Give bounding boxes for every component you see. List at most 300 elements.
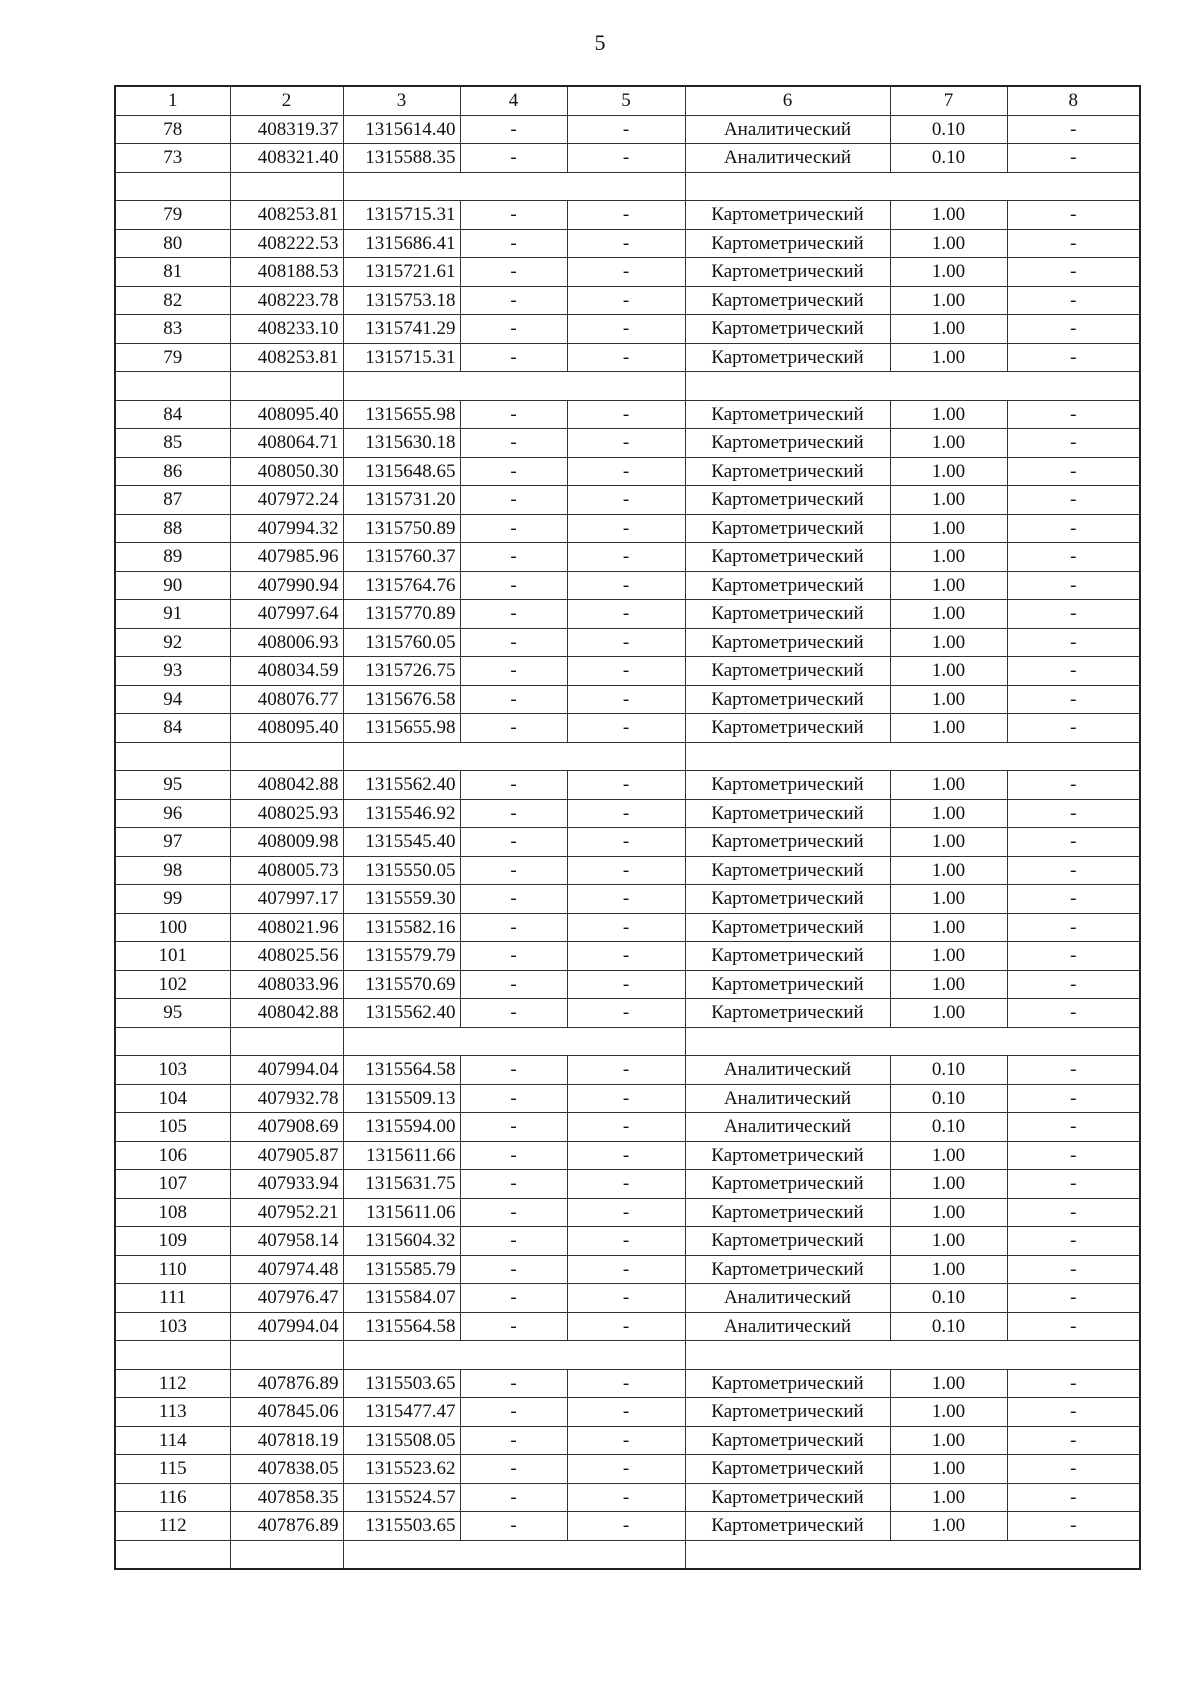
method-cell: Картометрический xyxy=(685,1170,890,1199)
col-8-cell: - xyxy=(1007,1056,1140,1085)
col-4-cell: - xyxy=(460,400,567,429)
column-header: 3 xyxy=(343,86,460,115)
col-8-cell: - xyxy=(1007,685,1140,714)
method-cell: Аналитический xyxy=(685,1284,890,1313)
col-4-cell: - xyxy=(460,1284,567,1313)
method-cell: Картометрический xyxy=(685,714,890,743)
empty-cell xyxy=(460,372,567,401)
col-8-cell: - xyxy=(1007,400,1140,429)
y-coordinate-cell: 1315631.75 xyxy=(343,1170,460,1199)
col-5-cell: - xyxy=(567,657,685,686)
col-4-cell: - xyxy=(460,571,567,600)
col-8-cell: - xyxy=(1007,913,1140,942)
empty-cell xyxy=(115,1341,230,1370)
y-coordinate-cell: 1315523.62 xyxy=(343,1455,460,1484)
y-coordinate-cell: 1315611.66 xyxy=(343,1141,460,1170)
table-row xyxy=(115,942,1140,971)
empty-cell xyxy=(230,172,343,201)
col-5-cell: - xyxy=(567,571,685,600)
col-5-cell: - xyxy=(567,286,685,315)
y-coordinate-cell: 1315611.06 xyxy=(343,1198,460,1227)
x-coordinate-cell: 407972.24 xyxy=(230,486,343,515)
table-row xyxy=(115,1284,1140,1313)
x-coordinate-cell: 408064.71 xyxy=(230,429,343,458)
col-8-cell: - xyxy=(1007,286,1140,315)
column-header: 7 xyxy=(890,86,1007,115)
accuracy-cell: 1.00 xyxy=(890,1369,1007,1398)
x-coordinate-cell: 408006.93 xyxy=(230,628,343,657)
method-cell: Картометрический xyxy=(685,1255,890,1284)
table-row xyxy=(115,913,1140,942)
col-5-cell: - xyxy=(567,486,685,515)
separator-row xyxy=(115,1341,1140,1370)
col-8-cell: - xyxy=(1007,144,1140,173)
accuracy-cell: 1.00 xyxy=(890,400,1007,429)
point-number-cell: 106 xyxy=(115,1141,230,1170)
col-8-cell: - xyxy=(1007,1284,1140,1313)
x-coordinate-cell: 407876.89 xyxy=(230,1512,343,1541)
col-5-cell: - xyxy=(567,201,685,230)
col-5-cell: - xyxy=(567,1056,685,1085)
accuracy-cell: 1.00 xyxy=(890,856,1007,885)
table-row xyxy=(115,229,1140,258)
method-cell: Картометрический xyxy=(685,799,890,828)
y-coordinate-cell: 1315564.58 xyxy=(343,1312,460,1341)
col-5-cell: - xyxy=(567,942,685,971)
empty-cell xyxy=(567,1027,685,1056)
y-coordinate-cell: 1315753.18 xyxy=(343,286,460,315)
col-4-cell: - xyxy=(460,1426,567,1455)
y-coordinate-cell: 1315760.37 xyxy=(343,543,460,572)
y-coordinate-cell: 1315760.05 xyxy=(343,628,460,657)
point-number-cell: 108 xyxy=(115,1198,230,1227)
col-5-cell: - xyxy=(567,628,685,657)
accuracy-cell: 1.00 xyxy=(890,457,1007,486)
table-row xyxy=(115,1312,1140,1341)
x-coordinate-cell: 407958.14 xyxy=(230,1227,343,1256)
method-cell: Картометрический xyxy=(685,400,890,429)
method-cell: Картометрический xyxy=(685,1141,890,1170)
y-coordinate-cell: 1315594.00 xyxy=(343,1113,460,1142)
empty-cell xyxy=(115,1540,230,1569)
empty-cell xyxy=(1007,1540,1140,1569)
x-coordinate-cell: 407876.89 xyxy=(230,1369,343,1398)
point-number-cell: 81 xyxy=(115,258,230,287)
y-coordinate-cell: 1315655.98 xyxy=(343,400,460,429)
col-5-cell: - xyxy=(567,1227,685,1256)
method-cell: Картометрический xyxy=(685,1512,890,1541)
empty-cell xyxy=(685,742,890,771)
method-cell: Картометрический xyxy=(685,1398,890,1427)
y-coordinate-cell: 1315630.18 xyxy=(343,429,460,458)
empty-cell xyxy=(1007,1027,1140,1056)
table-row xyxy=(115,1227,1140,1256)
col-8-cell: - xyxy=(1007,1426,1140,1455)
accuracy-cell: 0.10 xyxy=(890,1056,1007,1085)
method-cell: Картометрический xyxy=(685,657,890,686)
table-row xyxy=(115,828,1140,857)
method-cell: Картометрический xyxy=(685,628,890,657)
method-cell: Картометрический xyxy=(685,286,890,315)
empty-cell xyxy=(460,1027,567,1056)
col-4-cell: - xyxy=(460,999,567,1028)
col-5-cell: - xyxy=(567,543,685,572)
table-row xyxy=(115,571,1140,600)
col-8-cell: - xyxy=(1007,1455,1140,1484)
point-number-cell: 114 xyxy=(115,1426,230,1455)
table-row xyxy=(115,1056,1140,1085)
method-cell: Картометрический xyxy=(685,429,890,458)
method-cell: Картометрический xyxy=(685,514,890,543)
table-row xyxy=(115,400,1140,429)
point-number-cell: 85 xyxy=(115,429,230,458)
header-row xyxy=(115,86,1140,115)
point-number-cell: 112 xyxy=(115,1512,230,1541)
x-coordinate-cell: 408025.93 xyxy=(230,799,343,828)
point-number-cell: 97 xyxy=(115,828,230,857)
empty-cell xyxy=(567,742,685,771)
table-row xyxy=(115,144,1140,173)
col-8-cell: - xyxy=(1007,600,1140,629)
col-4-cell: - xyxy=(460,942,567,971)
col-4-cell: - xyxy=(460,1198,567,1227)
method-cell: Картометрический xyxy=(685,343,890,372)
accuracy-cell: 1.00 xyxy=(890,229,1007,258)
col-4-cell: - xyxy=(460,1113,567,1142)
col-8-cell: - xyxy=(1007,1141,1140,1170)
col-5-cell: - xyxy=(567,1084,685,1113)
table-row xyxy=(115,1141,1140,1170)
empty-cell xyxy=(890,1027,1007,1056)
y-coordinate-cell: 1315509.13 xyxy=(343,1084,460,1113)
column-header: 4 xyxy=(460,86,567,115)
accuracy-cell: 1.00 xyxy=(890,885,1007,914)
x-coordinate-cell: 407985.96 xyxy=(230,543,343,572)
accuracy-cell: 1.00 xyxy=(890,343,1007,372)
method-cell: Картометрический xyxy=(685,1369,890,1398)
method-cell: Картометрический xyxy=(685,258,890,287)
col-4-cell: - xyxy=(460,258,567,287)
point-number-cell: 103 xyxy=(115,1056,230,1085)
table-row xyxy=(115,1369,1140,1398)
accuracy-cell: 0.10 xyxy=(890,1284,1007,1313)
accuracy-cell: 1.00 xyxy=(890,1255,1007,1284)
point-number-cell: 86 xyxy=(115,457,230,486)
accuracy-cell: 1.00 xyxy=(890,600,1007,629)
method-cell: Картометрический xyxy=(685,1455,890,1484)
col-4-cell: - xyxy=(460,115,567,144)
point-number-cell: 90 xyxy=(115,571,230,600)
accuracy-cell: 1.00 xyxy=(890,1455,1007,1484)
accuracy-cell: 1.00 xyxy=(890,1227,1007,1256)
column-header: 5 xyxy=(567,86,685,115)
point-number-cell: 115 xyxy=(115,1455,230,1484)
col-4-cell: - xyxy=(460,229,567,258)
col-8-cell: - xyxy=(1007,1198,1140,1227)
point-number-cell: 84 xyxy=(115,714,230,743)
col-5-cell: - xyxy=(567,514,685,543)
accuracy-cell: 1.00 xyxy=(890,486,1007,515)
col-5-cell: - xyxy=(567,970,685,999)
col-5-cell: - xyxy=(567,1512,685,1541)
separator-row xyxy=(115,742,1140,771)
empty-cell xyxy=(685,1540,890,1569)
method-cell: Аналитический xyxy=(685,144,890,173)
x-coordinate-cell: 408222.53 xyxy=(230,229,343,258)
col-5-cell: - xyxy=(567,600,685,629)
method-cell: Картометрический xyxy=(685,229,890,258)
table-row xyxy=(115,1113,1140,1142)
point-number-cell: 116 xyxy=(115,1483,230,1512)
col-8-cell: - xyxy=(1007,1227,1140,1256)
col-8-cell: - xyxy=(1007,1398,1140,1427)
accuracy-cell: 1.00 xyxy=(890,771,1007,800)
col-4-cell: - xyxy=(460,286,567,315)
method-cell: Картометрический xyxy=(685,685,890,714)
method-cell: Картометрический xyxy=(685,1198,890,1227)
col-8-cell: - xyxy=(1007,714,1140,743)
x-coordinate-cell: 408233.10 xyxy=(230,315,343,344)
y-coordinate-cell: 1315579.79 xyxy=(343,942,460,971)
col-8-cell: - xyxy=(1007,999,1140,1028)
col-5-cell: - xyxy=(567,714,685,743)
col-4-cell: - xyxy=(460,685,567,714)
x-coordinate-cell: 408188.53 xyxy=(230,258,343,287)
col-8-cell: - xyxy=(1007,429,1140,458)
x-coordinate-cell: 408021.96 xyxy=(230,913,343,942)
table-row xyxy=(115,543,1140,572)
point-number-cell: 96 xyxy=(115,799,230,828)
col-4-cell: - xyxy=(460,315,567,344)
col-8-cell: - xyxy=(1007,343,1140,372)
table-row xyxy=(115,1084,1140,1113)
col-5-cell: - xyxy=(567,885,685,914)
col-8-cell: - xyxy=(1007,885,1140,914)
method-cell: Аналитический xyxy=(685,1084,890,1113)
table-body xyxy=(115,115,1140,1569)
accuracy-cell: 1.00 xyxy=(890,1398,1007,1427)
point-number-cell: 93 xyxy=(115,657,230,686)
empty-cell xyxy=(460,742,567,771)
point-number-cell: 99 xyxy=(115,885,230,914)
empty-cell xyxy=(115,1027,230,1056)
method-cell: Картометрический xyxy=(685,828,890,857)
x-coordinate-cell: 407838.05 xyxy=(230,1455,343,1484)
empty-cell xyxy=(890,1540,1007,1569)
col-4-cell: - xyxy=(460,1170,567,1199)
col-8-cell: - xyxy=(1007,1255,1140,1284)
accuracy-cell: 0.10 xyxy=(890,1312,1007,1341)
empty-cell xyxy=(460,1540,567,1569)
col-4-cell: - xyxy=(460,1227,567,1256)
col-5-cell: - xyxy=(567,1398,685,1427)
separator-row xyxy=(115,1027,1140,1056)
method-cell: Картометрический xyxy=(685,1483,890,1512)
point-number-cell: 94 xyxy=(115,685,230,714)
empty-cell xyxy=(685,372,890,401)
table-row xyxy=(115,1483,1140,1512)
accuracy-cell: 1.00 xyxy=(890,286,1007,315)
col-8-cell: - xyxy=(1007,771,1140,800)
empty-cell xyxy=(1007,742,1140,771)
x-coordinate-cell: 407932.78 xyxy=(230,1084,343,1113)
table-row xyxy=(115,1512,1140,1541)
col-4-cell: - xyxy=(460,657,567,686)
col-8-cell: - xyxy=(1007,628,1140,657)
y-coordinate-cell: 1315770.89 xyxy=(343,600,460,629)
empty-cell xyxy=(230,742,343,771)
col-8-cell: - xyxy=(1007,201,1140,230)
y-coordinate-cell: 1315721.61 xyxy=(343,258,460,287)
point-number-cell: 92 xyxy=(115,628,230,657)
x-coordinate-cell: 407976.47 xyxy=(230,1284,343,1313)
y-coordinate-cell: 1315604.32 xyxy=(343,1227,460,1256)
accuracy-cell: 1.00 xyxy=(890,315,1007,344)
col-8-cell: - xyxy=(1007,1084,1140,1113)
accuracy-cell: 1.00 xyxy=(890,429,1007,458)
col-5-cell: - xyxy=(567,1483,685,1512)
col-5-cell: - xyxy=(567,115,685,144)
empty-cell xyxy=(343,172,460,201)
col-8-cell: - xyxy=(1007,970,1140,999)
coordinates-table xyxy=(114,85,1141,1570)
table-row xyxy=(115,343,1140,372)
accuracy-cell: 1.00 xyxy=(890,543,1007,572)
empty-cell xyxy=(115,742,230,771)
empty-cell xyxy=(685,1341,890,1370)
point-number-cell: 113 xyxy=(115,1398,230,1427)
col-5-cell: - xyxy=(567,258,685,287)
empty-cell xyxy=(343,372,460,401)
point-number-cell: 73 xyxy=(115,144,230,173)
point-number-cell: 109 xyxy=(115,1227,230,1256)
method-cell: Картометрический xyxy=(685,315,890,344)
point-number-cell: 104 xyxy=(115,1084,230,1113)
x-coordinate-cell: 407908.69 xyxy=(230,1113,343,1142)
empty-cell xyxy=(460,172,567,201)
x-coordinate-cell: 407933.94 xyxy=(230,1170,343,1199)
y-coordinate-cell: 1315503.65 xyxy=(343,1369,460,1398)
col-5-cell: - xyxy=(567,1198,685,1227)
x-coordinate-cell: 408005.73 xyxy=(230,856,343,885)
empty-cell xyxy=(890,1341,1007,1370)
col-5-cell: - xyxy=(567,999,685,1028)
y-coordinate-cell: 1315648.65 xyxy=(343,457,460,486)
table-row xyxy=(115,115,1140,144)
point-number-cell: 88 xyxy=(115,514,230,543)
empty-cell xyxy=(567,372,685,401)
page-number: 5 xyxy=(594,30,606,55)
col-4-cell: - xyxy=(460,343,567,372)
col-5-cell: - xyxy=(567,229,685,258)
accuracy-cell: 1.00 xyxy=(890,1512,1007,1541)
point-number-cell: 89 xyxy=(115,543,230,572)
y-coordinate-cell: 1315584.07 xyxy=(343,1284,460,1313)
method-cell: Картометрический xyxy=(685,942,890,971)
col-4-cell: - xyxy=(460,1398,567,1427)
y-coordinate-cell: 1315545.40 xyxy=(343,828,460,857)
accuracy-cell: 1.00 xyxy=(890,628,1007,657)
col-5-cell: - xyxy=(567,1113,685,1142)
col-8-cell: - xyxy=(1007,115,1140,144)
method-cell: Картометрический xyxy=(685,913,890,942)
method-cell: Картометрический xyxy=(685,571,890,600)
accuracy-cell: 1.00 xyxy=(890,1198,1007,1227)
col-4-cell: - xyxy=(460,1512,567,1541)
table-row xyxy=(115,970,1140,999)
table-row xyxy=(115,799,1140,828)
x-coordinate-cell: 408033.96 xyxy=(230,970,343,999)
x-coordinate-cell: 407994.32 xyxy=(230,514,343,543)
col-5-cell: - xyxy=(567,1312,685,1341)
y-coordinate-cell: 1315750.89 xyxy=(343,514,460,543)
point-number-cell: 98 xyxy=(115,856,230,885)
col-5-cell: - xyxy=(567,315,685,344)
col-4-cell: - xyxy=(460,429,567,458)
method-cell: Картометрический xyxy=(685,970,890,999)
point-number-cell: 100 xyxy=(115,913,230,942)
col-8-cell: - xyxy=(1007,828,1140,857)
empty-cell xyxy=(343,742,460,771)
point-number-cell: 101 xyxy=(115,942,230,971)
x-coordinate-cell: 407905.87 xyxy=(230,1141,343,1170)
x-coordinate-cell: 408009.98 xyxy=(230,828,343,857)
col-5-cell: - xyxy=(567,144,685,173)
accuracy-cell: 0.10 xyxy=(890,115,1007,144)
column-header: 2 xyxy=(230,86,343,115)
point-number-cell: 83 xyxy=(115,315,230,344)
col-4-cell: - xyxy=(460,1056,567,1085)
empty-cell xyxy=(890,742,1007,771)
col-4-cell: - xyxy=(460,856,567,885)
y-coordinate-cell: 1315559.30 xyxy=(343,885,460,914)
table-row xyxy=(115,315,1140,344)
col-8-cell: - xyxy=(1007,799,1140,828)
table-row xyxy=(115,885,1140,914)
x-coordinate-cell: 408076.77 xyxy=(230,685,343,714)
point-number-cell: 78 xyxy=(115,115,230,144)
method-cell: Картометрический xyxy=(685,201,890,230)
separator-row xyxy=(115,372,1140,401)
empty-cell xyxy=(230,1341,343,1370)
table-row xyxy=(115,1255,1140,1284)
y-coordinate-cell: 1315550.05 xyxy=(343,856,460,885)
col-5-cell: - xyxy=(567,457,685,486)
table-row xyxy=(115,600,1140,629)
separator-row xyxy=(115,1540,1140,1569)
accuracy-cell: 1.00 xyxy=(890,1483,1007,1512)
column-header: 8 xyxy=(1007,86,1140,115)
point-number-cell: 95 xyxy=(115,999,230,1028)
col-5-cell: - xyxy=(567,1255,685,1284)
accuracy-cell: 1.00 xyxy=(890,657,1007,686)
x-coordinate-cell: 408095.40 xyxy=(230,714,343,743)
col-4-cell: - xyxy=(460,486,567,515)
empty-cell xyxy=(343,1341,460,1370)
table-row xyxy=(115,429,1140,458)
y-coordinate-cell: 1315614.40 xyxy=(343,115,460,144)
empty-cell xyxy=(567,172,685,201)
empty-cell xyxy=(343,1027,460,1056)
accuracy-cell: 1.00 xyxy=(890,942,1007,971)
x-coordinate-cell: 407994.04 xyxy=(230,1056,343,1085)
col-4-cell: - xyxy=(460,1483,567,1512)
table-row xyxy=(115,714,1140,743)
col-5-cell: - xyxy=(567,856,685,885)
table-row xyxy=(115,657,1140,686)
method-cell: Картометрический xyxy=(685,1227,890,1256)
y-coordinate-cell: 1315726.75 xyxy=(343,657,460,686)
